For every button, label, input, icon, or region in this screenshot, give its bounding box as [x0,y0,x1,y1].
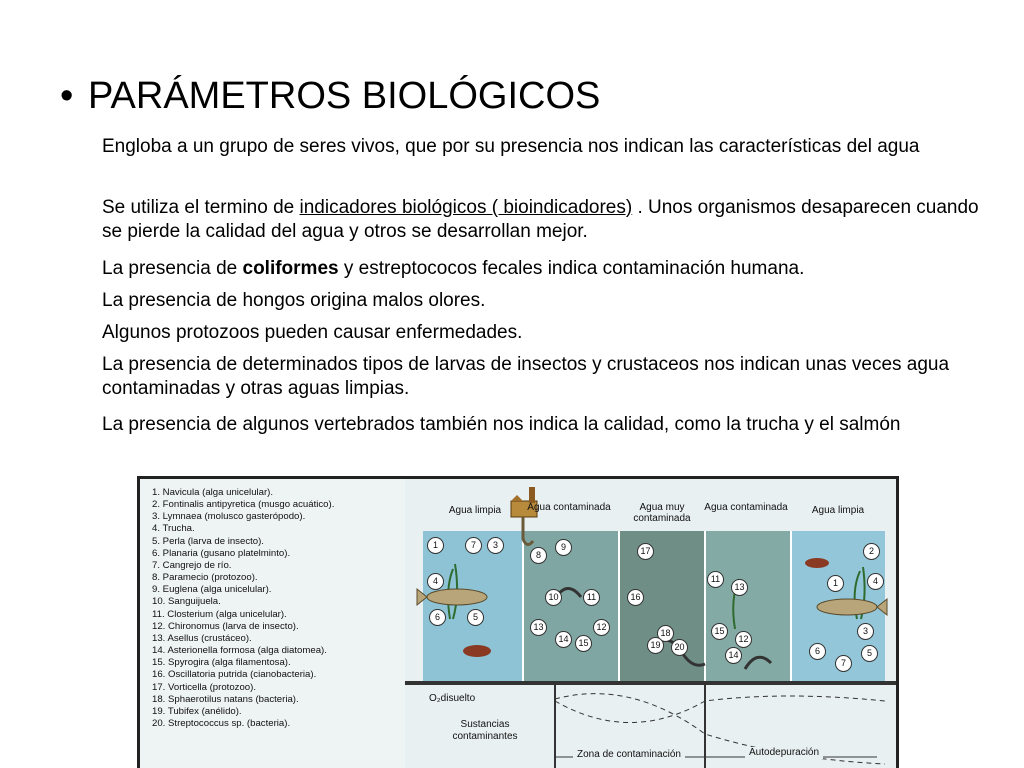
organism-number-marker: 5 [467,609,484,626]
organism-number-marker: 14 [725,647,742,664]
organism-number-marker: 5 [861,645,878,662]
organism-number-marker: 15 [575,635,592,652]
paragraph-coliforms [102,257,982,281]
organism-number-marker: 19 [647,637,664,654]
legend-item: 1. Navicula (alga unicelular). [152,487,274,498]
organism-number-marker: 13 [731,579,748,596]
legend-item: 20. Streptococcus sp. (bacteria). [152,717,291,729]
organism-number-marker: 12 [593,619,610,636]
organism-number-marker: 4 [867,573,884,590]
o2-label: O₂disuelto [429,693,476,704]
legend-item: 11. Closterium (alga unicelular). [152,608,287,620]
legend-item: 5. Perla (larva de insecto). [152,535,264,547]
paragraph-larvae: La presencia de determinados tipos de larvas de insectos y crustaceos nos indican unas veces agua contaminadas y otras aguas limpias. [102,354,950,399]
organism-number-marker: 16 [627,589,644,606]
coliforms-term: coliformes [242,258,339,279]
legend-item: 6. Planaria (gusano platelminto). [152,547,291,559]
organism-number-marker: 3 [857,623,874,640]
organism-number-marker: 10 [545,589,562,606]
bioindicators-link[interactable]: indicadores biológicos ( bioindicadores) [299,197,633,218]
paragraph-bioindicators [102,196,982,244]
organism-number-marker: 3 [487,537,504,554]
organism-number-marker: 6 [429,609,446,626]
bioindicators-figure [137,476,899,768]
legend-item: 16. Oscillatoria putrida (cianobacteria). [152,669,317,681]
organism-number-marker: 6 [809,643,826,660]
organism-number-marker: 4 [427,573,444,590]
paragraph-definition: Engloba a un grupo de seres vivos, que por su presencia nos indican las características del agua [102,136,920,157]
legend-item: 8. Paramecio (protozoo). [152,572,258,584]
zone-label-clean-right: Agua limpia [811,505,865,516]
zone-label-polluted-right: Agua contaminada [704,502,788,513]
legend-item: 9. Euglena (alga unicelular). [152,584,272,596]
organism-number-marker: 12 [735,631,752,648]
paragraph-bioindicators-text-b: . Unos organismos desaparecen cuando se pierde la calidad del agua y otros se desarrollan mejor. [102,197,979,242]
legend-item: 7. Cangrejo de río. [152,559,232,571]
paragraph-bioindicators-text-a: Se utiliza el termino de [102,197,300,218]
zone-polluted-right [705,531,791,681]
organism-number-marker: 8 [530,547,547,564]
paragraph-coliforms-text-a: La presencia de [102,258,243,279]
legend-item: 2. Fontinalis antipyretica (musgo acuático). [152,499,335,511]
organism-number-marker: 18 [657,625,674,642]
legend-item: 15. Spyrogira (alga filamentosa). [152,657,291,669]
legend-item: 13. Asellus (crustáceo). [152,632,252,644]
legend-item: 19. Tubifex (anélido). [152,705,242,717]
figure-legend [140,479,405,768]
legend-item: 4. Trucha. [152,523,195,535]
contamination-zone-label: Zona de contaminación [573,749,685,761]
legend-item: 10. Sanguijuela. [152,596,221,608]
organism-number-marker: 11 [707,571,724,588]
organism-number-marker: 15 [711,623,728,640]
organism-number-marker: 13 [530,619,547,636]
organism-number-marker: 7 [835,655,852,672]
organism-number-marker: 7 [465,537,482,554]
paragraph-vertebrates: La presencia de algunos vertebrados también nos indica la calidad, como la trucha y el salmón [102,414,901,435]
organism-number-marker: 1 [827,575,844,592]
paragraph-protozoa: Algunos protozoos pueden causar enfermedades. [102,322,523,343]
river-diagram [405,479,899,768]
organism-number-marker: 2 [863,543,880,560]
legend-item: 18. Sphaerotilus natans (bacteria). [152,693,299,705]
title-bullet: • [60,75,74,117]
organism-number-marker: 11 [583,589,600,606]
zone-label-polluted-left: Agua contaminada [527,502,611,513]
riverbed-line [405,681,899,685]
o2-curve [555,696,885,723]
organism-number-marker: 14 [555,631,572,648]
organism-number-marker: 17 [637,543,654,560]
self-purification-label: Autodepuración [745,747,823,759]
slide-title [60,74,600,118]
organism-number-marker: 9 [555,539,572,556]
legend-item: 17. Vorticella (protozoo). [152,681,256,693]
paragraph-coliforms-text-b: y estreptococos fecales indica contaminación humana. [338,258,805,279]
organism-number-marker: 1 [427,537,444,554]
organism-number-marker: 20 [671,639,688,656]
paragraph-fungi: La presencia de hongos origina malos olores. [102,290,486,311]
legend-item: 3. Lymnaea (molusco gasterópodo). [152,511,306,523]
legend-item: 12. Chironomus (larva de insecto). [152,620,299,632]
contaminants-label: Sustancias contaminantes [452,719,518,742]
zone-very-polluted [619,531,705,681]
legend-item: 14. Asterionella formosa (alga diatomea). [152,645,327,657]
zone-label-very-polluted: Agua muy contaminada [633,502,691,524]
zone-label-clean-left: Agua limpia [448,505,502,516]
legend-list [140,479,405,730]
title-text: PARÁMETROS BIOLÓGICOS [88,75,601,117]
